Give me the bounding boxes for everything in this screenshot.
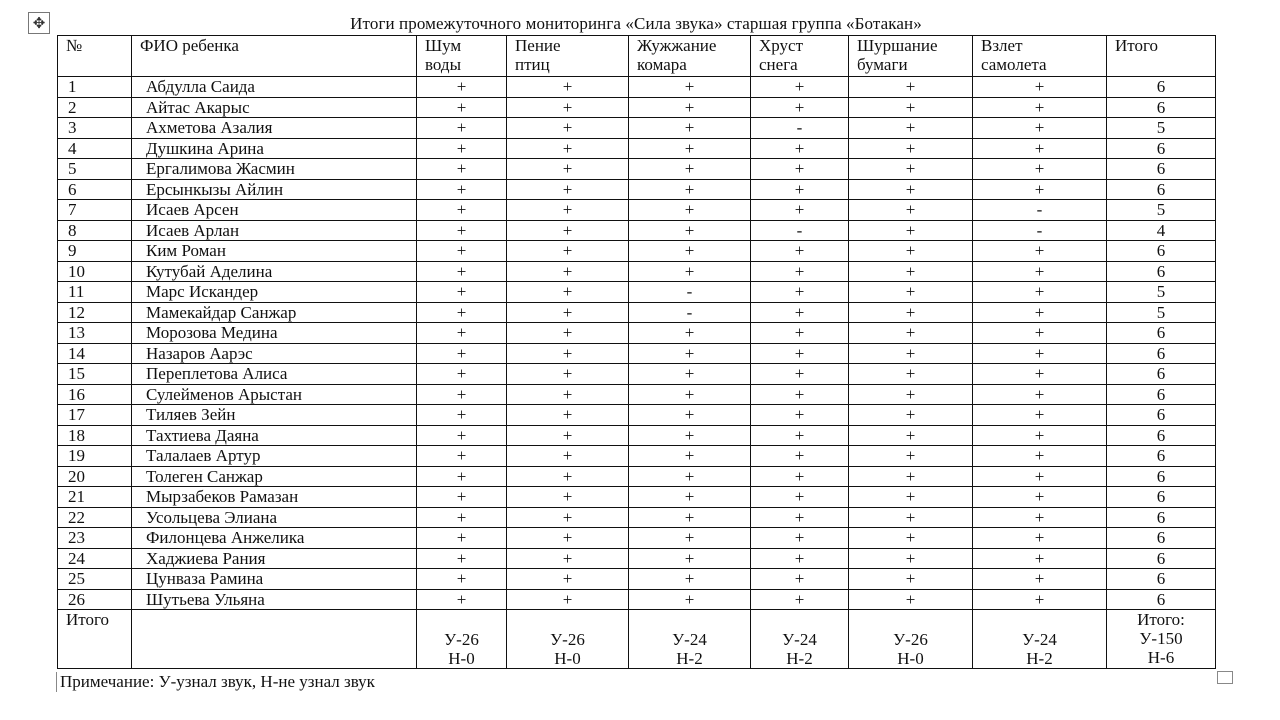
header-total: Итого xyxy=(1107,36,1216,77)
row-total: 6 xyxy=(1107,343,1216,364)
table-row xyxy=(58,220,1216,241)
summary-bird-singing: У-26 Н-0 xyxy=(507,610,629,669)
mark-mosquito-buzz: + xyxy=(629,97,751,118)
mark-bird-singing: + xyxy=(507,77,629,98)
mark-paper-rustle: + xyxy=(849,138,973,159)
mark-mosquito-buzz: + xyxy=(629,548,751,569)
child-name: Душкина Арина xyxy=(132,138,417,159)
footnote: Примечание: У-узнал звук, Н-не узнал звук xyxy=(56,672,375,692)
mark-water-noise: + xyxy=(417,200,507,221)
mark-water-noise: + xyxy=(417,179,507,200)
mark-paper-rustle: + xyxy=(849,528,973,549)
mark-snow-crunch: + xyxy=(751,77,849,98)
row-number: 5 xyxy=(58,159,132,180)
summary-label: Итого xyxy=(58,610,132,669)
mark-paper-rustle: + xyxy=(849,569,973,590)
mark-bird-singing: + xyxy=(507,282,629,303)
table-row xyxy=(58,159,1216,180)
child-name: Исаев Арлан xyxy=(132,220,417,241)
mark-paper-rustle: + xyxy=(849,179,973,200)
mark-plane-takeoff: + xyxy=(973,241,1107,262)
mark-mosquito-buzz: + xyxy=(629,77,751,98)
table-row xyxy=(58,487,1216,508)
mark-mosquito-buzz: + xyxy=(629,159,751,180)
summary-paper-rustle: У-26 Н-0 xyxy=(849,610,973,669)
mark-plane-takeoff: + xyxy=(973,323,1107,344)
mark-water-noise: + xyxy=(417,384,507,405)
mark-mosquito-buzz: + xyxy=(629,589,751,610)
row-number: 12 xyxy=(58,302,132,323)
mark-paper-rustle: + xyxy=(849,589,973,610)
mark-water-noise: + xyxy=(417,220,507,241)
mark-plane-takeoff: + xyxy=(973,425,1107,446)
row-number: 26 xyxy=(58,589,132,610)
row-number: 13 xyxy=(58,323,132,344)
mark-water-noise: + xyxy=(417,241,507,262)
mark-water-noise: + xyxy=(417,138,507,159)
header-mosquito-buzz: Жужжание комара xyxy=(629,36,751,77)
row-number: 8 xyxy=(58,220,132,241)
child-name: Цунваза Рамина xyxy=(132,569,417,590)
mark-water-noise: + xyxy=(417,97,507,118)
mark-paper-rustle: + xyxy=(849,323,973,344)
mark-bird-singing: + xyxy=(507,138,629,159)
mark-plane-takeoff: + xyxy=(973,548,1107,569)
row-total: 6 xyxy=(1107,179,1216,200)
child-name: Мырзабеков Рамазан xyxy=(132,487,417,508)
header-snow-crunch: Хруст снега xyxy=(751,36,849,77)
summary-grand-total: Итого: У-150 Н-6 xyxy=(1107,610,1216,669)
mark-snow-crunch: + xyxy=(751,589,849,610)
mark-snow-crunch: + xyxy=(751,241,849,262)
mark-snow-crunch: - xyxy=(751,220,849,241)
child-name: Мамекайдар Санжар xyxy=(132,302,417,323)
mark-mosquito-buzz: + xyxy=(629,425,751,446)
mark-bird-singing: + xyxy=(507,261,629,282)
mark-paper-rustle: + xyxy=(849,343,973,364)
child-name: Марс Искандер xyxy=(132,282,417,303)
row-total: 6 xyxy=(1107,77,1216,98)
mark-plane-takeoff: + xyxy=(973,118,1107,139)
mark-snow-crunch: + xyxy=(751,282,849,303)
header-paper-rustle: Шуршание бумаги xyxy=(849,36,973,77)
table-resize-handle[interactable] xyxy=(1217,671,1233,684)
mark-water-noise: + xyxy=(417,528,507,549)
row-total: 6 xyxy=(1107,569,1216,590)
header-child-name: ФИО ребенка xyxy=(132,36,417,77)
mark-plane-takeoff: + xyxy=(973,466,1107,487)
mark-plane-takeoff: + xyxy=(973,343,1107,364)
mark-plane-takeoff: + xyxy=(973,97,1107,118)
mark-plane-takeoff: + xyxy=(973,446,1107,467)
row-number: 6 xyxy=(58,179,132,200)
row-total: 6 xyxy=(1107,589,1216,610)
mark-snow-crunch: + xyxy=(751,425,849,446)
mark-mosquito-buzz: + xyxy=(629,138,751,159)
summary-water-noise: У-26 Н-0 xyxy=(417,610,507,669)
table-row xyxy=(58,425,1216,446)
mark-paper-rustle: + xyxy=(849,200,973,221)
child-name: Назаров Аарэс xyxy=(132,343,417,364)
row-number: 25 xyxy=(58,569,132,590)
table-row xyxy=(58,446,1216,467)
row-total: 6 xyxy=(1107,323,1216,344)
mark-snow-crunch: + xyxy=(751,159,849,180)
table-row xyxy=(58,528,1216,549)
mark-plane-takeoff: + xyxy=(973,159,1107,180)
header-plane-takeoff: Взлет самолета xyxy=(973,36,1107,77)
mark-bird-singing: + xyxy=(507,589,629,610)
table-row xyxy=(58,77,1216,98)
mark-snow-crunch: + xyxy=(751,548,849,569)
mark-paper-rustle: + xyxy=(849,466,973,487)
monitoring-table xyxy=(57,35,1216,669)
mark-water-noise: + xyxy=(417,405,507,426)
row-total: 6 xyxy=(1107,261,1216,282)
mark-bird-singing: + xyxy=(507,466,629,487)
mark-plane-takeoff: - xyxy=(973,220,1107,241)
row-total: 6 xyxy=(1107,425,1216,446)
row-total: 6 xyxy=(1107,487,1216,508)
mark-snow-crunch: + xyxy=(751,487,849,508)
mark-mosquito-buzz: + xyxy=(629,118,751,139)
mark-plane-takeoff: + xyxy=(973,302,1107,323)
mark-water-noise: + xyxy=(417,425,507,446)
mark-mosquito-buzz: + xyxy=(629,261,751,282)
table-row xyxy=(58,261,1216,282)
mark-water-noise: + xyxy=(417,487,507,508)
row-number: 18 xyxy=(58,425,132,446)
mark-paper-rustle: + xyxy=(849,425,973,446)
row-total: 6 xyxy=(1107,97,1216,118)
mark-plane-takeoff: + xyxy=(973,569,1107,590)
mark-bird-singing: + xyxy=(507,569,629,590)
mark-snow-crunch: + xyxy=(751,528,849,549)
mark-paper-rustle: + xyxy=(849,384,973,405)
mark-water-noise: + xyxy=(417,159,507,180)
table-summary-row xyxy=(58,610,1216,669)
child-name: Толеген Санжар xyxy=(132,466,417,487)
mark-bird-singing: + xyxy=(507,159,629,180)
header-number: № xyxy=(58,36,132,77)
mark-mosquito-buzz: + xyxy=(629,569,751,590)
mark-paper-rustle: + xyxy=(849,97,973,118)
row-number: 24 xyxy=(58,548,132,569)
mark-plane-takeoff: + xyxy=(973,507,1107,528)
mark-water-noise: + xyxy=(417,343,507,364)
mark-bird-singing: + xyxy=(507,343,629,364)
mark-bird-singing: + xyxy=(507,548,629,569)
mark-bird-singing: + xyxy=(507,323,629,344)
mark-mosquito-buzz: + xyxy=(629,179,751,200)
row-number: 2 xyxy=(58,97,132,118)
mark-mosquito-buzz: + xyxy=(629,241,751,262)
table-row xyxy=(58,97,1216,118)
row-number: 17 xyxy=(58,405,132,426)
table-row xyxy=(58,179,1216,200)
row-number: 23 xyxy=(58,528,132,549)
mark-plane-takeoff: - xyxy=(973,200,1107,221)
mark-bird-singing: + xyxy=(507,220,629,241)
mark-snow-crunch: + xyxy=(751,200,849,221)
row-total: 6 xyxy=(1107,159,1216,180)
mark-mosquito-buzz: + xyxy=(629,384,751,405)
mark-paper-rustle: + xyxy=(849,77,973,98)
mark-plane-takeoff: + xyxy=(973,405,1107,426)
table-row xyxy=(58,405,1216,426)
mark-water-noise: + xyxy=(417,323,507,344)
child-name: Абдулла Саида xyxy=(132,77,417,98)
mark-bird-singing: + xyxy=(507,425,629,446)
row-total: 6 xyxy=(1107,364,1216,385)
row-total: 6 xyxy=(1107,384,1216,405)
row-number: 1 xyxy=(58,77,132,98)
mark-snow-crunch: + xyxy=(751,364,849,385)
child-name: Исаев Арсен xyxy=(132,200,417,221)
mark-paper-rustle: + xyxy=(849,241,973,262)
mark-mosquito-buzz: - xyxy=(629,302,751,323)
mark-plane-takeoff: + xyxy=(973,261,1107,282)
mark-snow-crunch: + xyxy=(751,302,849,323)
mark-plane-takeoff: + xyxy=(973,589,1107,610)
mark-snow-crunch: + xyxy=(751,569,849,590)
table-row xyxy=(58,241,1216,262)
mark-mosquito-buzz: + xyxy=(629,405,751,426)
mark-paper-rustle: + xyxy=(849,405,973,426)
mark-snow-crunch: + xyxy=(751,446,849,467)
row-total: 6 xyxy=(1107,528,1216,549)
mark-mosquito-buzz: + xyxy=(629,343,751,364)
mark-plane-takeoff: + xyxy=(973,384,1107,405)
mark-mosquito-buzz: - xyxy=(629,282,751,303)
row-number: 10 xyxy=(58,261,132,282)
summary-plane-takeoff: У-24 Н-2 xyxy=(973,610,1107,669)
header-bird-singing: Пение птиц xyxy=(507,36,629,77)
mark-snow-crunch: + xyxy=(751,384,849,405)
mark-snow-crunch: + xyxy=(751,179,849,200)
mark-mosquito-buzz: + xyxy=(629,507,751,528)
mark-bird-singing: + xyxy=(507,507,629,528)
row-total: 6 xyxy=(1107,507,1216,528)
child-name: Морозова Медина xyxy=(132,323,417,344)
row-number: 20 xyxy=(58,466,132,487)
mark-paper-rustle: + xyxy=(849,364,973,385)
row-total: 6 xyxy=(1107,466,1216,487)
table-row xyxy=(58,343,1216,364)
table-row xyxy=(58,569,1216,590)
mark-mosquito-buzz: + xyxy=(629,446,751,467)
mark-water-noise: + xyxy=(417,589,507,610)
table-row xyxy=(58,118,1216,139)
mark-plane-takeoff: + xyxy=(973,77,1107,98)
mark-paper-rustle: + xyxy=(849,302,973,323)
mark-bird-singing: + xyxy=(507,487,629,508)
mark-bird-singing: + xyxy=(507,302,629,323)
summary-snow-crunch: У-24 Н-2 xyxy=(751,610,849,669)
mark-snow-crunch: + xyxy=(751,466,849,487)
mark-plane-takeoff: + xyxy=(973,179,1107,200)
mark-bird-singing: + xyxy=(507,179,629,200)
child-name: Сулейменов Арыстан xyxy=(132,384,417,405)
mark-snow-crunch: + xyxy=(751,343,849,364)
child-name: Усольцева Элиана xyxy=(132,507,417,528)
mark-paper-rustle: + xyxy=(849,118,973,139)
mark-plane-takeoff: + xyxy=(973,364,1107,385)
row-number: 7 xyxy=(58,200,132,221)
mark-paper-rustle: + xyxy=(849,282,973,303)
mark-plane-takeoff: + xyxy=(973,282,1107,303)
mark-snow-crunch: - xyxy=(751,118,849,139)
mark-plane-takeoff: + xyxy=(973,487,1107,508)
table-row xyxy=(58,364,1216,385)
row-number: 22 xyxy=(58,507,132,528)
table-row xyxy=(58,282,1216,303)
row-number: 19 xyxy=(58,446,132,467)
mark-water-noise: + xyxy=(417,77,507,98)
mark-bird-singing: + xyxy=(507,364,629,385)
mark-paper-rustle: + xyxy=(849,261,973,282)
row-number: 14 xyxy=(58,343,132,364)
table-row xyxy=(58,384,1216,405)
mark-mosquito-buzz: + xyxy=(629,487,751,508)
table-row xyxy=(58,138,1216,159)
child-name: Тиляев Зейн xyxy=(132,405,417,426)
mark-bird-singing: + xyxy=(507,241,629,262)
mark-bird-singing: + xyxy=(507,528,629,549)
mark-bird-singing: + xyxy=(507,384,629,405)
table-row xyxy=(58,466,1216,487)
mark-paper-rustle: + xyxy=(849,446,973,467)
mark-mosquito-buzz: + xyxy=(629,323,751,344)
mark-mosquito-buzz: + xyxy=(629,220,751,241)
mark-bird-singing: + xyxy=(507,118,629,139)
row-number: 15 xyxy=(58,364,132,385)
mark-water-noise: + xyxy=(417,282,507,303)
child-name: Ким Роман xyxy=(132,241,417,262)
row-total: 6 xyxy=(1107,138,1216,159)
mark-paper-rustle: + xyxy=(849,159,973,180)
mark-bird-singing: + xyxy=(507,446,629,467)
child-name: Филонцева Анжелика xyxy=(132,528,417,549)
row-total: 5 xyxy=(1107,118,1216,139)
mark-bird-singing: + xyxy=(507,97,629,118)
row-total: 5 xyxy=(1107,200,1216,221)
table-row xyxy=(58,548,1216,569)
child-name: Переплетова Алиса xyxy=(132,364,417,385)
mark-plane-takeoff: + xyxy=(973,138,1107,159)
child-name: Ергалимова Жасмин xyxy=(132,159,417,180)
mark-paper-rustle: + xyxy=(849,220,973,241)
row-total: 6 xyxy=(1107,405,1216,426)
child-name: Шутьева Ульяна xyxy=(132,589,417,610)
mark-plane-takeoff: + xyxy=(973,528,1107,549)
summary-empty-cell xyxy=(132,610,417,669)
mark-water-noise: + xyxy=(417,466,507,487)
mark-water-noise: + xyxy=(417,569,507,590)
mark-water-noise: + xyxy=(417,507,507,528)
child-name: Хаджиева Рания xyxy=(132,548,417,569)
row-number: 3 xyxy=(58,118,132,139)
child-name: Ахметова Азалия xyxy=(132,118,417,139)
mark-water-noise: + xyxy=(417,302,507,323)
table-row xyxy=(58,200,1216,221)
summary-mosquito-buzz: У-24 Н-2 xyxy=(629,610,751,669)
row-number: 4 xyxy=(58,138,132,159)
row-total: 6 xyxy=(1107,241,1216,262)
child-name: Айтас Акарыс xyxy=(132,97,417,118)
header-water-noise: Шум воды xyxy=(417,36,507,77)
child-name: Талалаев Артур xyxy=(132,446,417,467)
row-total: 4 xyxy=(1107,220,1216,241)
table-row xyxy=(58,507,1216,528)
row-number: 11 xyxy=(58,282,132,303)
child-name: Кутубай Аделина xyxy=(132,261,417,282)
mark-water-noise: + xyxy=(417,364,507,385)
mark-water-noise: + xyxy=(417,446,507,467)
mark-bird-singing: + xyxy=(507,200,629,221)
mark-paper-rustle: + xyxy=(849,487,973,508)
document-title: Итоги промежуточного мониторинга «Сила звука» старшая группа «Ботакан» xyxy=(350,14,922,33)
mark-snow-crunch: + xyxy=(751,261,849,282)
row-total: 5 xyxy=(1107,302,1216,323)
mark-water-noise: + xyxy=(417,548,507,569)
mark-snow-crunch: + xyxy=(751,405,849,426)
table-header-row xyxy=(58,36,1216,77)
table-row xyxy=(58,589,1216,610)
mark-snow-crunch: + xyxy=(751,507,849,528)
child-name: Ерсынкызы Айлин xyxy=(132,179,417,200)
row-number: 16 xyxy=(58,384,132,405)
mark-paper-rustle: + xyxy=(849,507,973,528)
mark-mosquito-buzz: + xyxy=(629,528,751,549)
table-move-handle-icon[interactable]: ✥ xyxy=(28,12,50,34)
child-name: Тахтиева Даяна xyxy=(132,425,417,446)
mark-water-noise: + xyxy=(417,118,507,139)
table-row xyxy=(58,323,1216,344)
mark-water-noise: + xyxy=(417,261,507,282)
row-total: 6 xyxy=(1107,548,1216,569)
row-total: 6 xyxy=(1107,446,1216,467)
mark-mosquito-buzz: + xyxy=(629,466,751,487)
row-total: 5 xyxy=(1107,282,1216,303)
mark-paper-rustle: + xyxy=(849,548,973,569)
mark-snow-crunch: + xyxy=(751,138,849,159)
row-number: 21 xyxy=(58,487,132,508)
mark-snow-crunch: + xyxy=(751,323,849,344)
mark-bird-singing: + xyxy=(507,405,629,426)
mark-mosquito-buzz: + xyxy=(629,364,751,385)
row-number: 9 xyxy=(58,241,132,262)
mark-mosquito-buzz: + xyxy=(629,200,751,221)
mark-snow-crunch: + xyxy=(751,97,849,118)
table-row xyxy=(58,302,1216,323)
